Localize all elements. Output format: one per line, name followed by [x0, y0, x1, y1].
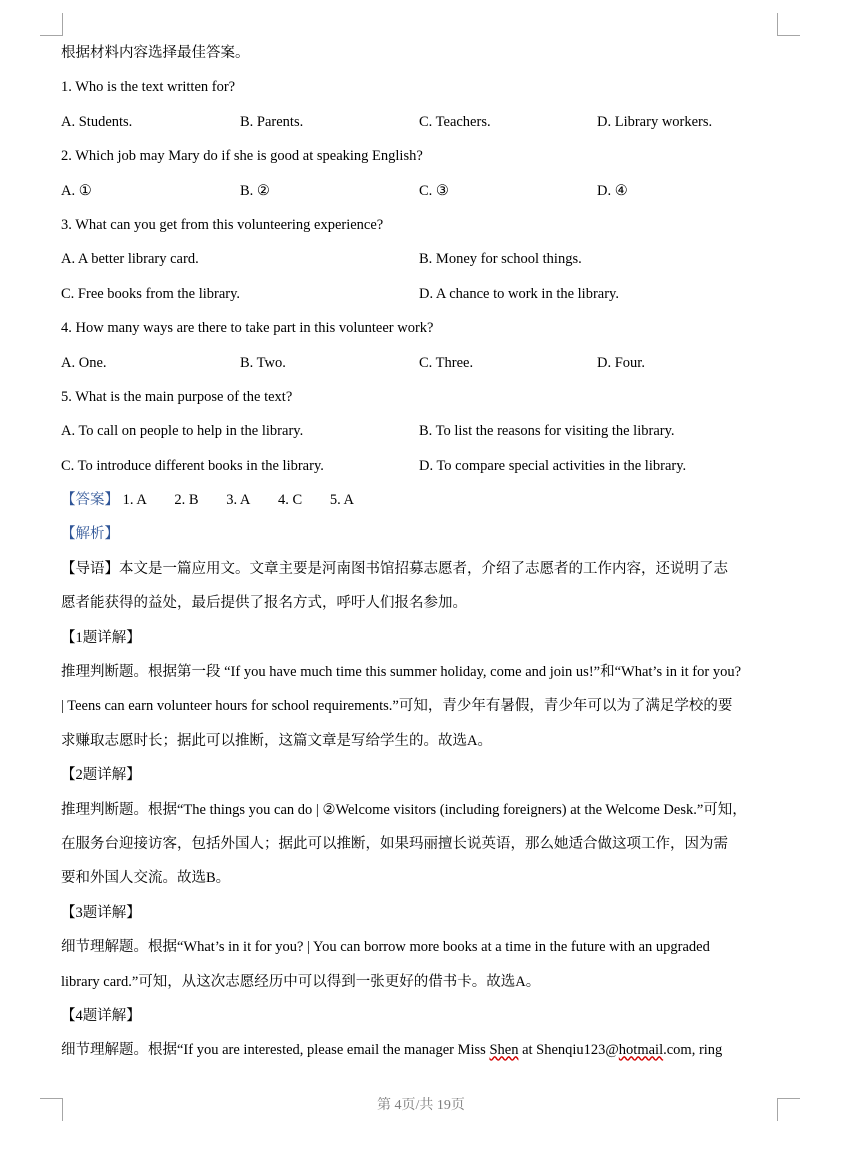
- detail-4-heading: 【4题详解】: [61, 1007, 141, 1024]
- detail-3-line-1: 细节理解题。根据“What’s in it for you? | You can borrow more books at a time in the future with an upgraded: [61, 939, 710, 956]
- answer-item: 2. B: [174, 492, 199, 509]
- q1-option-d: D. Library workers.: [597, 113, 713, 130]
- q4-option-b: B. Two.: [240, 354, 286, 371]
- detail-1-heading: 【1题详解】: [61, 629, 141, 646]
- question-5-stem: 5. What is the main purpose of the text?: [61, 388, 293, 405]
- detail-1-line-2: | Teens can earn volunteer hours for school requirements.”可知，青少年有暑假，青少年可以为了满足学校的要: [61, 698, 733, 715]
- q3-option-a: A. A better library card.: [61, 251, 199, 268]
- question-3-options-row1: [61, 242, 786, 276]
- q5-option-c: C. To introduce different books in the library.: [61, 457, 324, 474]
- detail-2-line-1: 推理判断题。根据“The things you can do | ②Welcome visitors (including foreigners) at the Welcome Desk.”可知，: [61, 801, 747, 818]
- question-2-options: [61, 174, 786, 208]
- question-3-stem: 3. What can you get from this volunteering experience?: [61, 216, 384, 233]
- q4-option-c: C. Three.: [419, 354, 474, 371]
- detail-4-text-after: .com, ring: [663, 1042, 723, 1059]
- answer-item: 3. A: [226, 492, 251, 509]
- question-4-options: [61, 346, 786, 380]
- q3-option-c: C. Free books from the library.: [61, 285, 241, 302]
- detail-2-line-2: 在服务台迎接访客，包括外国人；据此可以推断，如果玛丽擅长说英语，那么她适合做这项工作，因为需: [61, 835, 728, 852]
- q5-option-b: B. To list the reasons for visiting the library.: [419, 423, 675, 440]
- question-1-options: [61, 105, 786, 139]
- answer-item: 4. C: [278, 492, 303, 509]
- q2-option-d: D. ④: [597, 182, 628, 199]
- q2-option-b: B. ②: [240, 182, 270, 199]
- detail-4-line-1: [61, 1033, 786, 1067]
- q3-option-b: B. Money for school things.: [419, 251, 582, 268]
- answer-item: 5. A: [329, 492, 354, 509]
- detail-2-line-3: 要和外国人交流。故选B。: [61, 870, 231, 887]
- detail-1-line-1: 推理判断题。根据第一段 “If you have much time this summer holiday, come and join us!”和“What’s in it for you?: [61, 664, 742, 681]
- corner-mark-top-right: [777, 13, 800, 36]
- document-body: [61, 36, 786, 1068]
- guide-line-1: 【导语】本文是一篇应用文。文章主要是河南图书馆招募志愿者，介绍了志愿者的工作内容，还说明了志: [61, 560, 728, 577]
- answer-label: 【答案】: [61, 492, 119, 509]
- q2-option-c: C. ③: [419, 182, 449, 199]
- detail-3-heading: 【3题详解】: [61, 904, 141, 921]
- question-5-options-row2: [61, 449, 786, 483]
- q1-option-a: A. Students.: [61, 113, 133, 130]
- question-1-stem: 1. Who is the text written for?: [61, 79, 236, 96]
- q4-option-a: A. One.: [61, 354, 107, 371]
- detail-3-line-2: library card.”可知，从这次志愿经历中可以得到一张更好的借书卡。故选A。: [61, 973, 541, 990]
- q3-option-d: D. A chance to work in the library.: [419, 285, 619, 302]
- detail-4-name: Shen: [489, 1042, 519, 1059]
- q1-option-b: B. Parents.: [240, 113, 304, 130]
- answer-item: 1. A: [122, 492, 147, 509]
- detail-1-line-3: 求赚取志愿时长；据此可以推断，这篇文章是写给学生的。故选A。: [61, 732, 492, 749]
- q2-option-a: A. ①: [61, 182, 92, 199]
- corner-mark-top-left: [40, 13, 63, 36]
- question-5-options-row1: [61, 414, 786, 448]
- detail-2-heading: 【2题详解】: [61, 767, 141, 784]
- q1-option-c: C. Teachers.: [419, 113, 491, 130]
- detail-4-text-before: 细节理解题。根据“If you are interested, please email the manager Miss: [61, 1042, 490, 1059]
- q4-option-d: D. Four.: [597, 354, 645, 371]
- analysis-label: 【解析】: [61, 526, 119, 543]
- q5-option-d: D. To compare special activities in the library.: [419, 457, 687, 474]
- question-4-stem: 4. How many ways are there to take part in this volunteer work?: [61, 320, 434, 337]
- question-2-stem: 2. Which job may Mary do if she is good at speaking English?: [61, 148, 423, 165]
- q5-option-a: A. To call on people to help in the library.: [61, 423, 304, 440]
- page-footer: 第 4页/共 19页: [377, 1098, 465, 1113]
- question-3-options-row2: [61, 277, 786, 311]
- answer-line: [61, 483, 786, 517]
- instruction: 根据材料内容选择最佳答案。: [61, 45, 250, 61]
- detail-4-domain: hotmail: [618, 1042, 664, 1059]
- guide-line-2: 愿者能获得的益处，最后提供了报名方式，呼吁人们报名参加。: [61, 595, 467, 612]
- detail-4-text-middle: at Shenqiu123@: [518, 1042, 619, 1059]
